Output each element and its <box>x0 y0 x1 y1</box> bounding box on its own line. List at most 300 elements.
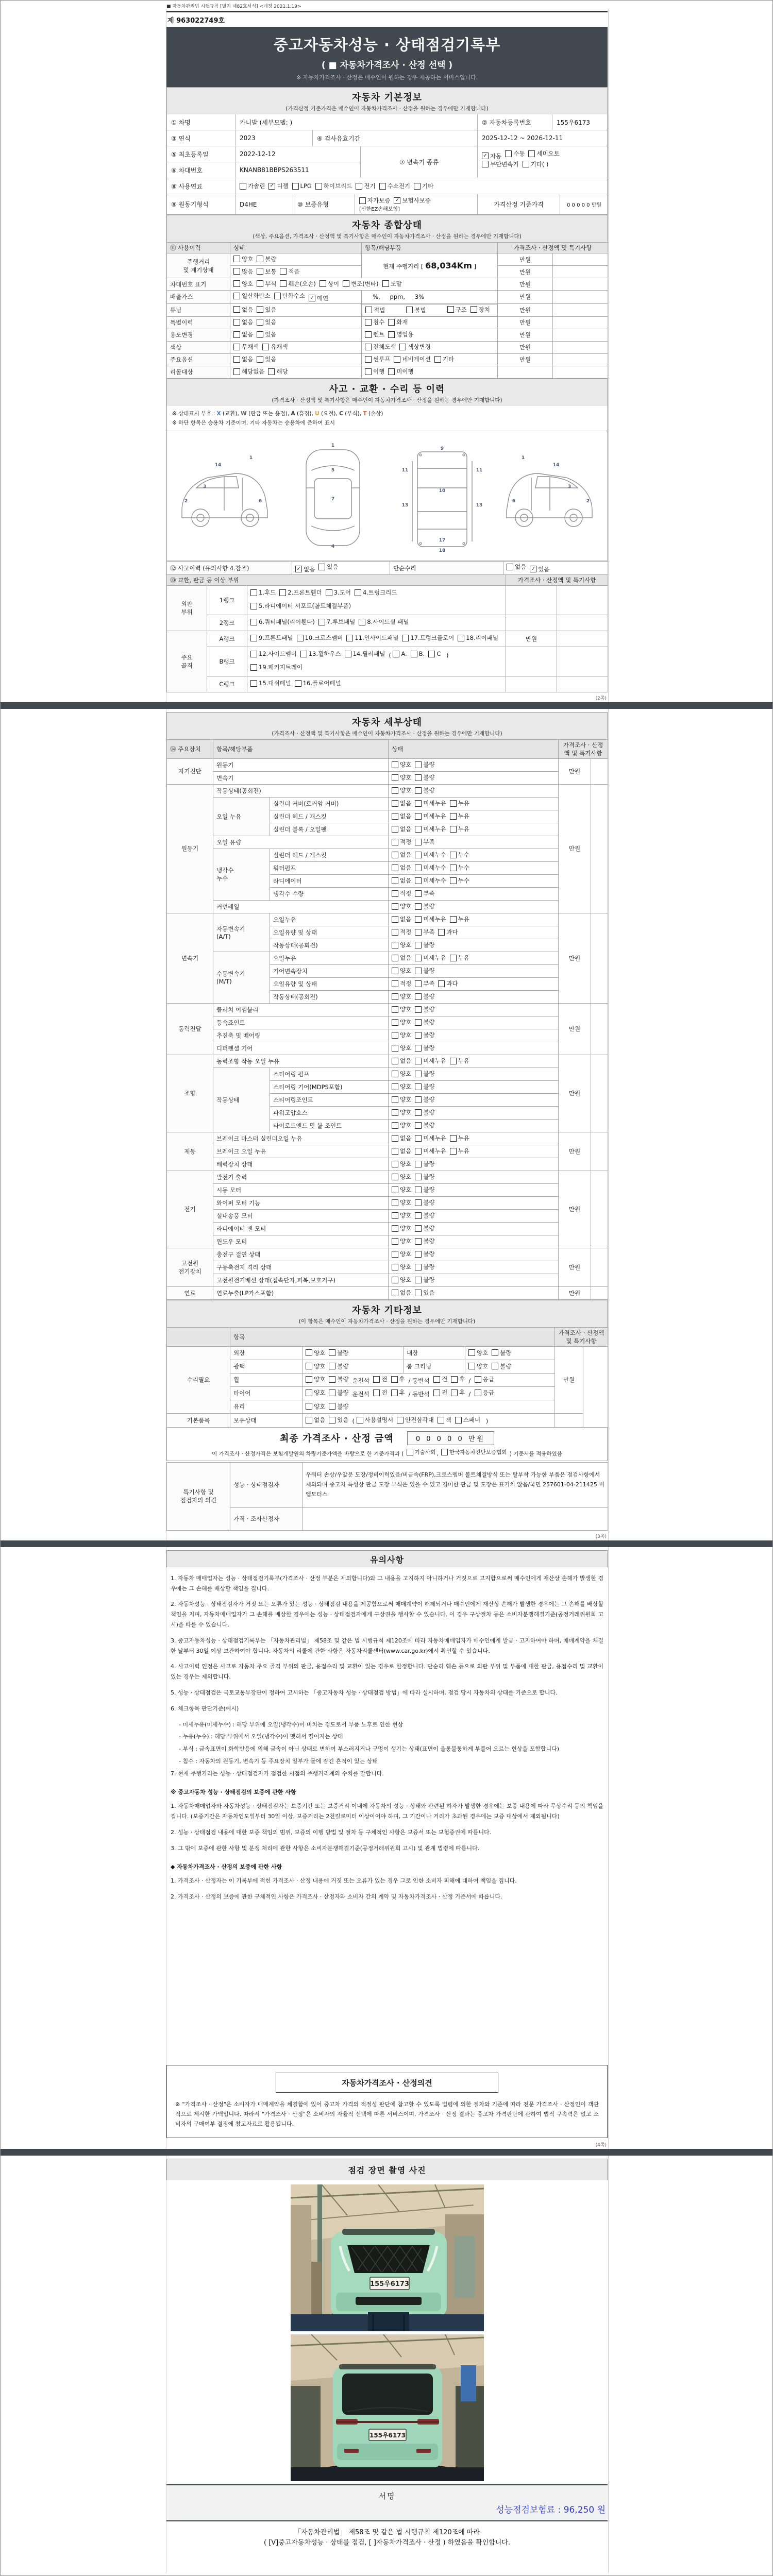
checkbox-안전삼각대[interactable] <box>397 1416 434 1424</box>
checkbox-불량[interactable] <box>415 1173 434 1181</box>
checkbox-양호[interactable] <box>468 1362 488 1370</box>
checkbox-해당없음[interactable] <box>233 367 264 376</box>
checkbox-미세누유[interactable] <box>415 825 446 833</box>
checkbox-box <box>415 839 422 845</box>
accident-history-table <box>166 561 608 692</box>
checkbox-불량[interactable] <box>415 967 434 975</box>
checkbox-변조(변타)[interactable] <box>343 280 378 288</box>
checkbox-양호[interactable] <box>392 1211 411 1219</box>
checkbox-box <box>407 1449 413 1455</box>
checkbox-label: 가솔린 <box>248 182 265 190</box>
checkbox-box <box>475 1376 481 1383</box>
page-footer-1: (2쪽) <box>595 696 607 701</box>
checkbox-한국자동차진단보증협회[interactable] <box>441 1448 507 1456</box>
checkbox-불량[interactable] <box>415 1018 434 1026</box>
checkbox-양호[interactable] <box>392 1070 411 1078</box>
checkbox-렌트[interactable] <box>365 330 384 338</box>
checkbox-자동[interactable] <box>482 152 501 160</box>
checkbox-불량[interactable] <box>415 1237 434 1245</box>
price-cell: 만원 <box>555 1346 583 1413</box>
checkbox-미세누유[interactable] <box>415 799 446 807</box>
checkbox-label: 미세누유 <box>423 812 446 820</box>
checkbox-5.라디에이터 서포트(볼트체결부품)[interactable] <box>250 600 351 612</box>
inspection-photos <box>166 2184 608 2481</box>
checkbox-box <box>415 955 422 961</box>
table-row <box>167 1016 608 1029</box>
checkbox-미세누유[interactable] <box>415 1134 446 1142</box>
state-options <box>389 926 559 939</box>
checkbox-불량[interactable] <box>415 1211 434 1219</box>
checkbox-없음[interactable] <box>392 1057 411 1065</box>
checkbox-없음[interactable] <box>392 1289 411 1297</box>
checkbox-양호[interactable] <box>392 773 411 782</box>
checkbox-양호[interactable] <box>392 1005 411 1013</box>
legend-symbol: (손상) <box>366 410 383 417</box>
checkbox-불량[interactable] <box>415 1121 434 1129</box>
checkbox-B.[interactable] <box>411 648 425 660</box>
table-row <box>167 278 608 291</box>
checkbox-미세누유[interactable] <box>415 954 446 962</box>
state-options <box>389 1158 559 1171</box>
checkbox-양호[interactable] <box>392 1121 411 1129</box>
checkbox-전[interactable] <box>433 1388 447 1397</box>
checkbox-양호[interactable] <box>392 1108 411 1116</box>
checkbox-불량[interactable] <box>415 1108 434 1116</box>
checkbox-9.프론트패널[interactable] <box>250 632 293 644</box>
checkbox-있음[interactable] <box>318 563 338 571</box>
legend-symbol: (흠집), <box>295 410 315 417</box>
checkbox-없음[interactable] <box>392 825 411 833</box>
checkbox-일산화탄소[interactable] <box>233 292 271 300</box>
checkbox-있음[interactable] <box>257 355 276 363</box>
checkbox-썬루프[interactable] <box>365 355 390 363</box>
checkbox-기타( )[interactable] <box>523 160 549 168</box>
section-subtitle: (가격조사 · 산정액 및 특기사항은 매수인이 자동차가격조사 · 산정을 원하는 경우에만 기재합니다) <box>272 397 502 403</box>
checkbox-상이[interactable] <box>320 280 339 288</box>
table-row <box>167 146 607 178</box>
checkbox-전체도색[interactable] <box>365 343 396 351</box>
checkbox-기타[interactable] <box>414 182 433 190</box>
checkbox-15.대쉬패널[interactable] <box>250 677 291 689</box>
checkbox-누유[interactable] <box>450 799 469 807</box>
checkbox-box <box>392 1045 398 1052</box>
checkbox-불량[interactable] <box>329 1388 348 1397</box>
checkbox-label: 장치 <box>478 306 490 313</box>
checkbox-있음[interactable] <box>415 1289 434 1297</box>
checkbox-box <box>393 651 399 657</box>
checkbox-없음[interactable] <box>233 306 253 314</box>
transmission-label: ⑦ 변속기 종류 <box>360 146 478 178</box>
checkbox-부족[interactable] <box>415 889 434 897</box>
checkbox-양호[interactable] <box>392 967 411 975</box>
checkbox-label: 침수 <box>373 318 385 326</box>
checkbox-누유[interactable] <box>450 1057 469 1065</box>
checkbox-가솔린[interactable] <box>240 182 265 190</box>
checkbox-box <box>233 331 240 338</box>
checkbox-양호[interactable] <box>392 1160 411 1168</box>
item-label: 라디에이터 <box>270 874 389 887</box>
checkbox-없음[interactable] <box>392 1134 411 1142</box>
usage-label: 배출가스 <box>167 291 230 304</box>
state-options <box>389 1119 559 1132</box>
checkbox-불량[interactable] <box>415 1198 434 1207</box>
checkbox-label: 자동 <box>490 152 502 160</box>
checkbox-양호[interactable] <box>306 1362 325 1370</box>
checkbox-13.휠하우스[interactable] <box>300 648 341 660</box>
checkbox-1.후드[interactable] <box>250 587 276 599</box>
checkbox-장치[interactable] <box>470 306 490 314</box>
checkbox-A.[interactable] <box>393 648 407 660</box>
checkbox-LPG[interactable] <box>292 182 312 190</box>
note-price-header: ◆ 자동차가격조사 · 산정의 보증에 관한 사항 <box>171 1863 282 1870</box>
checkbox-box <box>392 1135 398 1142</box>
checkbox-없음[interactable] <box>306 1416 325 1424</box>
checkbox-후[interactable] <box>391 1375 405 1383</box>
checkbox-수소전기[interactable] <box>379 182 410 190</box>
checkbox-양호[interactable] <box>392 1031 411 1039</box>
checkbox-C[interactable] <box>428 648 441 660</box>
checkbox-부족[interactable] <box>415 979 434 988</box>
checkbox-없음[interactable] <box>392 954 411 962</box>
checkbox-box: ✓ <box>268 183 275 190</box>
checkbox-불량[interactable] <box>415 773 434 782</box>
checkbox-box <box>346 635 353 641</box>
checkbox-양호[interactable] <box>392 1173 411 1181</box>
checkbox-전[interactable] <box>373 1375 387 1383</box>
checkbox-유채색[interactable] <box>262 343 288 351</box>
checkbox-양호[interactable] <box>392 902 411 910</box>
checkbox-적정[interactable] <box>392 979 411 988</box>
checkbox-양호[interactable] <box>392 1224 411 1232</box>
checkbox-양호[interactable] <box>392 1044 411 1052</box>
checkbox-불량[interactable] <box>492 1362 511 1370</box>
checkbox-누수[interactable] <box>450 876 469 885</box>
checkbox-불량[interactable] <box>415 1031 434 1039</box>
checkbox-불량[interactable] <box>415 902 434 910</box>
checkbox-양호[interactable] <box>392 1018 411 1026</box>
checkbox-label: 보통 <box>265 267 277 275</box>
col-device: ⑭ 주요장치 <box>167 739 213 758</box>
checkbox-후[interactable] <box>391 1388 405 1397</box>
item-label: 등속죠인트 <box>213 1016 389 1029</box>
checkbox-없음[interactable] <box>392 876 411 885</box>
checkbox-후[interactable] <box>451 1388 465 1397</box>
checkbox-불량[interactable] <box>329 1375 348 1383</box>
checkbox-많음[interactable] <box>233 267 253 276</box>
checkbox-box <box>392 813 398 820</box>
checkbox-불량[interactable] <box>415 760 434 769</box>
checkbox-8.사이드실 패널[interactable] <box>359 616 409 628</box>
checkbox-미이행[interactable] <box>388 367 413 376</box>
checkbox-양호[interactable] <box>306 1349 325 1357</box>
checkbox-양호[interactable] <box>392 1198 411 1207</box>
checkbox-label: 누유 <box>458 1057 469 1065</box>
checkbox-없음[interactable] <box>392 915 411 923</box>
checkbox-양호[interactable] <box>392 1082 411 1091</box>
checkbox-양호[interactable] <box>468 1349 488 1357</box>
checkbox-영업용[interactable] <box>388 330 413 338</box>
checkbox-없음[interactable] <box>233 318 253 326</box>
checkbox-응급[interactable] <box>475 1375 494 1383</box>
checkbox-부식[interactable] <box>257 280 276 288</box>
rank-label: A랭크 <box>207 631 247 647</box>
checkbox-훼손(오손)[interactable] <box>280 280 315 288</box>
checkbox-미세누유[interactable] <box>415 1147 446 1155</box>
checkbox-box <box>415 813 422 820</box>
checkbox-양호[interactable] <box>392 1095 411 1104</box>
checkbox-불량[interactable] <box>415 1005 434 1013</box>
checkbox-label: 미이행 <box>396 368 414 376</box>
checkbox-box <box>415 1058 422 1064</box>
checkbox-양호[interactable] <box>306 1375 325 1383</box>
checkbox-수동[interactable] <box>505 149 525 158</box>
checkbox-7.루브패널[interactable] <box>318 616 355 628</box>
table-row <box>167 585 608 615</box>
checkbox-누유[interactable] <box>450 825 469 833</box>
checkbox-누유[interactable] <box>450 1134 469 1142</box>
checkbox-box <box>392 839 398 845</box>
checkbox-17.트렁크플로어[interactable] <box>402 632 454 644</box>
checkbox-전[interactable] <box>433 1375 447 1383</box>
checkbox-label: 하이브리드 <box>323 182 352 190</box>
checkbox-스패너[interactable] <box>455 1416 480 1424</box>
checkbox-box <box>233 319 240 326</box>
checkbox-box <box>415 865 422 871</box>
checkbox-box <box>392 1148 398 1155</box>
checkbox-label: 누유 <box>458 800 469 807</box>
checkbox-적정[interactable] <box>392 889 411 897</box>
checkbox-label: 양호 <box>400 941 412 949</box>
checkbox-box <box>365 368 372 375</box>
checkbox-불량[interactable] <box>415 1224 434 1232</box>
checkbox-불량[interactable] <box>415 941 434 949</box>
checkbox-불법[interactable] <box>406 306 426 314</box>
checkbox-미세누수[interactable] <box>415 876 446 885</box>
checkbox-box <box>415 1238 422 1245</box>
checkbox-양호[interactable] <box>392 1237 411 1245</box>
checkbox-양호[interactable] <box>306 1388 325 1397</box>
checkbox-label: 안전삼각대 <box>405 1416 434 1424</box>
checkbox-양호[interactable] <box>392 941 411 949</box>
checkbox-해당[interactable] <box>268 367 288 376</box>
checkbox-불량[interactable] <box>492 1349 511 1357</box>
checkbox-불량[interactable] <box>415 1263 434 1271</box>
checkbox-없음[interactable] <box>233 355 253 363</box>
checkbox-누유[interactable] <box>450 812 469 820</box>
table-row <box>167 130 607 146</box>
checkbox-과다[interactable] <box>438 979 458 988</box>
checkbox-label: 매연 <box>316 294 329 302</box>
checkbox-불량[interactable] <box>415 1044 434 1052</box>
checkbox-box <box>470 306 477 313</box>
detail-table <box>166 739 608 1300</box>
checkbox-불량[interactable] <box>257 255 276 263</box>
checkbox-없음[interactable] <box>392 1147 411 1155</box>
checkbox-네비게이션[interactable] <box>394 355 431 363</box>
checkbox-전[interactable] <box>373 1388 387 1397</box>
item-label: 냉각수 수량 <box>270 887 389 900</box>
checkbox-3.도어[interactable] <box>326 587 351 599</box>
checkbox-누유[interactable] <box>450 915 469 923</box>
checkbox-과다[interactable] <box>438 928 458 936</box>
checkbox-불량[interactable] <box>329 1362 348 1370</box>
checkbox-부족[interactable] <box>415 928 434 936</box>
checkbox-box <box>458 635 464 641</box>
checkbox-적정[interactable] <box>392 838 411 846</box>
checkbox-없음[interactable] <box>233 330 253 338</box>
checkbox-label: 양호 <box>400 774 412 782</box>
checkbox-2.프론트휀더[interactable] <box>279 587 322 599</box>
checkbox-세미오토[interactable] <box>528 149 559 158</box>
checkbox-label: 불량 <box>423 1276 435 1284</box>
checkbox-매연[interactable] <box>309 294 328 302</box>
checkbox-box <box>415 1045 422 1052</box>
checkbox-적법[interactable] <box>365 306 385 314</box>
final-price-value: 0 0 0 0 0 만원 <box>407 1431 494 1445</box>
checkbox-색상변경[interactable] <box>399 343 430 351</box>
checkbox-미세누수[interactable] <box>415 851 446 859</box>
checkbox-기술사회[interactable] <box>407 1448 436 1456</box>
checkbox-없음[interactable] <box>392 799 411 807</box>
table-row <box>167 303 608 316</box>
checkbox-label: 불량 <box>423 1044 435 1052</box>
state-options <box>389 849 559 861</box>
checkbox-잭[interactable] <box>438 1416 451 1424</box>
checkbox-전기[interactable] <box>356 182 375 190</box>
checkbox-하이브리드[interactable] <box>315 182 352 190</box>
checkbox-양호[interactable] <box>392 992 411 1001</box>
checkbox-구조[interactable] <box>447 306 467 314</box>
checkbox-box <box>415 890 422 897</box>
checkbox-label: 양호 <box>477 1362 489 1370</box>
checkbox-box <box>415 1225 422 1232</box>
checkbox-양호[interactable] <box>233 255 253 263</box>
page-footer-3: (4쪽) <box>595 2142 607 2148</box>
checkbox-box <box>415 1161 422 1167</box>
checkbox-label: 기타 <box>442 355 455 363</box>
checkbox-불량[interactable] <box>329 1349 348 1357</box>
checkbox-적정[interactable] <box>392 928 411 936</box>
checkbox-누수[interactable] <box>450 851 469 859</box>
checkbox-없음[interactable] <box>392 851 411 859</box>
checkbox-부족[interactable] <box>415 838 434 846</box>
signature-label: 서명 <box>378 2491 396 2501</box>
checkbox-디젤[interactable] <box>268 182 288 190</box>
checkbox-불량[interactable] <box>415 992 434 1001</box>
checkbox-불량[interactable] <box>329 1402 348 1411</box>
checkbox-있음[interactable] <box>257 318 276 326</box>
checkbox-12.사이드멤버[interactable] <box>250 648 297 660</box>
checkbox-자가보증[interactable] <box>359 196 390 205</box>
checkbox-누수[interactable] <box>450 863 469 872</box>
checkbox-있음[interactable] <box>530 565 549 573</box>
checkbox-불량[interactable] <box>415 786 434 794</box>
checkbox-보통[interactable] <box>257 267 276 276</box>
final-price-note: 이 가격조사 · 산정가격은 보험개발원의 차량기준가액을 바탕으로 한 기준가격과 ( 기술사회 , 한국자동차진단보증협회 ) 기준서를 적용하였음 <box>212 1449 562 1457</box>
checkbox-label: 응급 <box>482 1389 495 1397</box>
checkbox-도말[interactable] <box>382 280 402 288</box>
page-separator <box>1 702 773 709</box>
price-extra-cell <box>591 1171 608 1248</box>
checkbox-응급[interactable] <box>475 1388 494 1397</box>
checkbox-이행[interactable] <box>365 367 384 376</box>
item-subgroup: 작동상태 <box>213 1067 270 1132</box>
checkbox-미세누유[interactable] <box>415 915 446 923</box>
checkbox-있음[interactable] <box>257 330 276 338</box>
checkbox-양호[interactable] <box>233 280 253 288</box>
checkbox-불량[interactable] <box>415 1185 434 1194</box>
checkbox-box <box>392 980 398 987</box>
checkbox-미세누유[interactable] <box>415 1057 446 1065</box>
checkbox-미세누유[interactable] <box>415 812 446 820</box>
checkbox-양호[interactable] <box>392 1276 411 1284</box>
checkbox-침수[interactable] <box>365 318 384 326</box>
checkbox-box <box>468 1349 475 1356</box>
checkbox-18.리어패널[interactable] <box>458 632 498 644</box>
checkbox-불량[interactable] <box>415 1250 434 1258</box>
checkbox-보험사보증[interactable] <box>394 196 431 205</box>
checkbox-없음[interactable] <box>392 812 411 820</box>
checkbox-불량[interactable] <box>415 1160 434 1168</box>
checkbox-불량[interactable] <box>415 1276 434 1284</box>
checkbox-없음[interactable] <box>392 863 411 872</box>
checkbox-없음[interactable] <box>295 565 315 573</box>
checkbox-box <box>315 183 322 190</box>
checkbox-무단변속기[interactable] <box>482 160 519 168</box>
price-extra-cell <box>553 291 608 304</box>
checkbox-후[interactable] <box>451 1375 465 1383</box>
checkbox-6.쿼터패널(리어휀다)[interactable] <box>250 616 315 628</box>
checkbox-양호[interactable] <box>392 786 411 794</box>
checkbox-box <box>415 980 422 987</box>
left-subgrid <box>167 146 360 178</box>
device-group: 동력전달 <box>167 1003 213 1055</box>
checkbox-적음[interactable] <box>280 267 299 276</box>
valid-label: ④ 검사유효기간 <box>313 130 478 146</box>
checkbox-사용설명서[interactable] <box>357 1416 394 1424</box>
checkbox-탄화수소[interactable] <box>274 292 305 300</box>
checkbox-16.플로어패널[interactable] <box>295 677 341 689</box>
checkbox-있음[interactable] <box>257 306 276 314</box>
checkbox-10.크로스멤버[interactable] <box>297 632 343 644</box>
checkbox-누유[interactable] <box>450 1147 469 1155</box>
checkbox-box <box>392 761 398 768</box>
checkbox-있음[interactable] <box>329 1416 348 1424</box>
checkbox-불량[interactable] <box>415 1082 434 1091</box>
checkbox-label: 없음 <box>400 825 412 833</box>
checkbox-11.인사이드패널[interactable] <box>346 632 398 644</box>
checkbox-14.필러패널[interactable] <box>345 648 385 660</box>
checkbox-무채색[interactable] <box>233 343 259 351</box>
checkbox-양호[interactable] <box>392 760 411 769</box>
checkbox-4.트렁크리드[interactable] <box>355 587 397 599</box>
checkbox-불량[interactable] <box>415 1070 434 1078</box>
checkbox-양호[interactable] <box>392 1185 411 1194</box>
checkbox-미세누수[interactable] <box>415 863 446 872</box>
checkbox-누유[interactable] <box>450 954 469 962</box>
checkbox-19.패키지트레이[interactable] <box>250 662 303 673</box>
checkbox-불량[interactable] <box>415 1095 434 1104</box>
rank-label: 2랭크 <box>207 615 247 631</box>
table-row <box>167 316 608 329</box>
checkbox-없음[interactable] <box>507 563 526 571</box>
checkbox-양호[interactable] <box>306 1402 325 1411</box>
checkbox-label: 미세누유 <box>423 1057 446 1065</box>
checkbox-기타[interactable] <box>434 355 454 363</box>
checkbox-양호[interactable] <box>392 1250 411 1258</box>
checkbox-양호[interactable] <box>392 1263 411 1271</box>
checkbox-화재[interactable] <box>388 318 408 326</box>
